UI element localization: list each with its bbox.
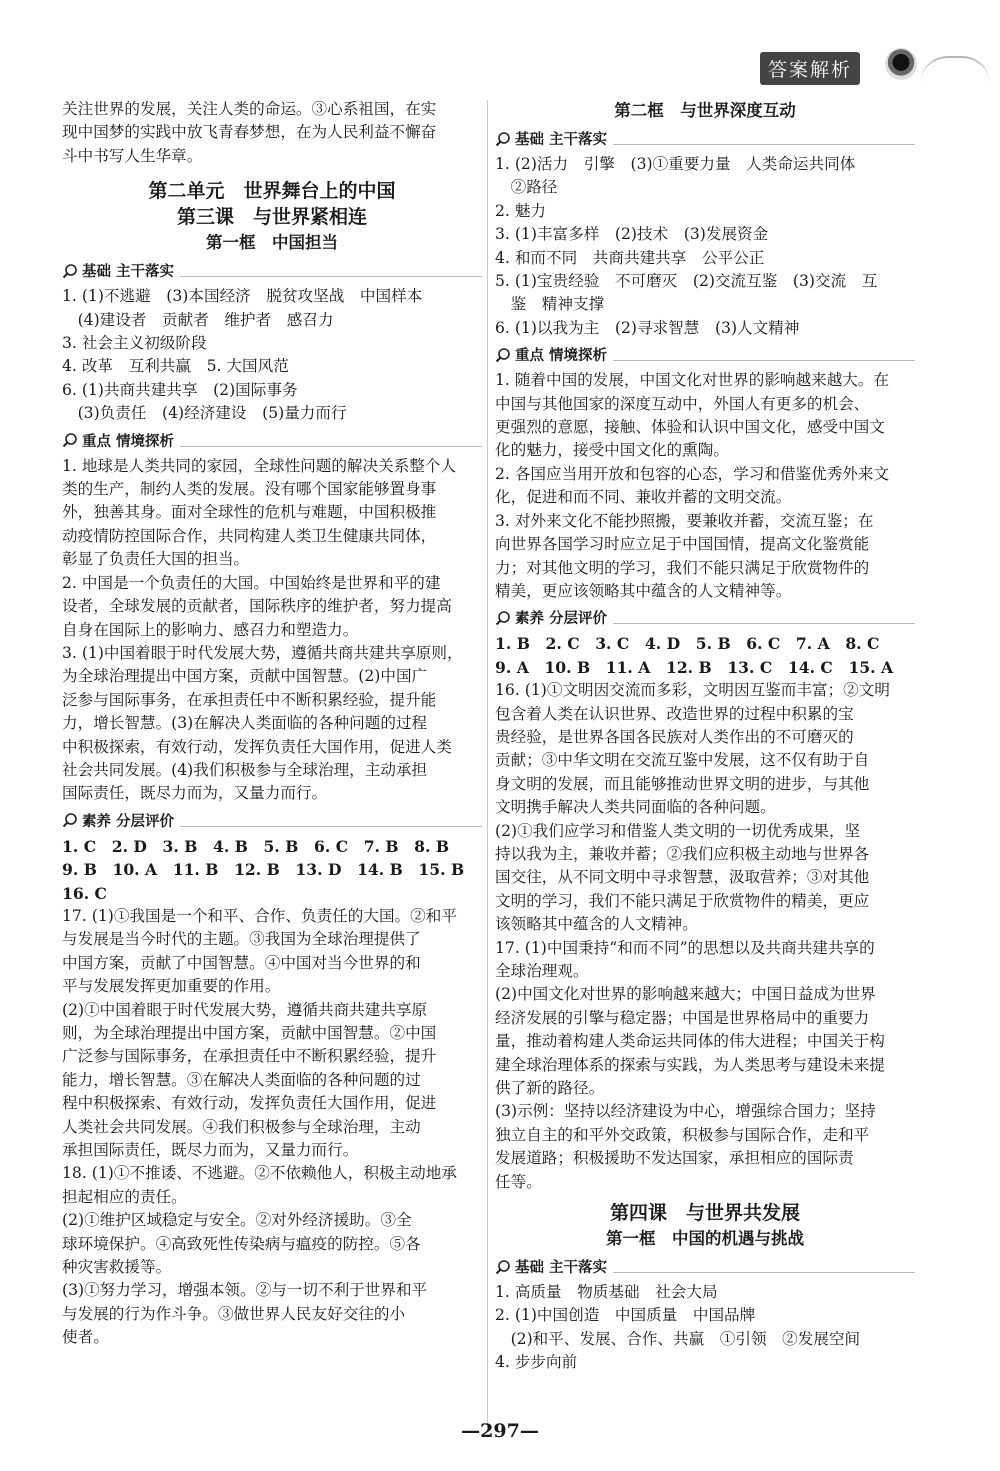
answer-line: 量，推动着构建人类命运共同体的伟大进程；中国关于构 — [495, 1032, 885, 1051]
intro-text — [62, 98, 482, 168]
section-rule — [180, 276, 482, 277]
answer-line: 1. 随着中国的发展，中国文化对世界的影响越来越大。在 — [495, 371, 890, 390]
answer-line: 化的魅力，接受中国文化的熏陶。 — [495, 441, 729, 460]
answer-line: 6. (1)共商共建共享 (2)国际事务 — [62, 380, 298, 399]
answer-line: 2. 各国应当用开放和包容的心态，学习和借鉴优秀外来文 — [495, 464, 890, 483]
answer-block — [495, 153, 915, 340]
text-line: 现中国梦的实践中放飞青春梦想，在为人民利益不懈奋 — [62, 123, 437, 142]
answer-line: 化，促进和而不同、兼收并蓄的文明交流。 — [495, 488, 792, 507]
answer-line: 18. (1)①不推诿、不逃避。②不依赖他人，积极主动地承 — [62, 1164, 457, 1183]
answer-line: 与发展是当今时代的主题。③我国为全球治理提供了 — [62, 930, 421, 949]
section-header-basic — [62, 258, 482, 283]
answer-line: 与发展的行为作斗争。③做世界人民友好交往的小 — [62, 1304, 406, 1323]
answer-line: (2)①维护区域稳定与安全。②对外经济援助。③全 — [62, 1211, 412, 1230]
choice-answers: 1. C 2. D 3. B 4. B 5. B 6. C 7. B 8. B — [62, 836, 450, 856]
choice-answers: 9. B 10. A 11. B 12. B 13. D 14. B 15. B — [62, 860, 465, 880]
answer-line: 经济发展的引擎与稳定器；中国是世界格局中的重要力 — [495, 1008, 870, 1027]
answer-line: 使者。 — [62, 1328, 109, 1347]
magnifier-icon — [62, 263, 78, 279]
answer-line: 17. (1)①我国是一个和平、合作、负责任的大国。②和平 — [62, 906, 457, 925]
answer-block — [62, 455, 482, 806]
answer-line: (4)建设者 贡献者 维护者 感召力 — [62, 310, 334, 329]
answer-line: 平与发展发挥更加重要的作用。 — [62, 977, 281, 996]
section-label: 素养 分层评价 — [515, 611, 608, 628]
section-rule — [613, 144, 915, 145]
answer-line: 更强烈的意愿，接触、体验和认识中国文化，感受中国文 — [495, 418, 885, 437]
answer-line: 17. (1)中国秉持“和而不同”的思想以及共商共建共享的 — [495, 938, 875, 957]
answer-line: 力，增长智慧。(3)在解决人类面临的各种问题的过程 — [62, 714, 428, 733]
magnifier-icon — [62, 432, 78, 448]
answer-line: 为全球治理提出中国方案，贡献中国智慧。(2)中国广 — [62, 667, 428, 686]
section-label: 基础 主干落实 — [515, 132, 608, 148]
section-rule — [180, 446, 482, 447]
answer-line: 2. (1)中国创造 中国质量 中国品牌 — [495, 1306, 756, 1325]
section-rule — [613, 1272, 915, 1273]
answer-line: 国际责任，既尽力而为，又量力而行。 — [62, 784, 328, 803]
answer-line: 独立自主的和平外交政策，积极参与国际合作，走和平 — [495, 1125, 870, 1144]
section-header-eval — [62, 808, 482, 833]
section-label: 重点 情境探析 — [82, 433, 175, 450]
answer-line: 3. (1)丰富多样 (2)技术 (3)发展资金 — [495, 225, 769, 244]
answer-block — [495, 632, 915, 1194]
answer-line: (3)负责任 (4)经济建设 (5)量力而行 — [62, 404, 347, 423]
answer-line: 发展道路；积极援助不发达国家，承担相应的国际责 — [495, 1149, 854, 1168]
wave-decoration — [920, 56, 990, 84]
answer-line: 类的生产，制约人类的发展。没有哪个国家能够置身事 — [62, 480, 437, 499]
answer-line: ②路径 — [495, 178, 558, 197]
answer-line: 1. 地球是人类共同的家园，全球性问题的解决关系整个人 — [62, 456, 457, 475]
answer-line: 社会共同发展。(4)我们积极参与全球治理，主动承担 — [62, 760, 428, 779]
answer-line: 精美，更应该领略其中蕴含的人文精神等。 — [495, 581, 792, 600]
magnifier-icon — [62, 812, 78, 828]
answer-line: (3)①努力学习，增强本领。②与一切不利于世界和平 — [62, 1281, 428, 1300]
answer-line: (2)①我们应学习和借鉴人类文明的一切优秀成果，坚 — [495, 821, 861, 840]
header-label: 答案解析 — [760, 52, 860, 85]
text-line: 关注世界的发展，关注人类的命运。③心系祖国，在实 — [62, 100, 437, 118]
section-rule — [180, 826, 482, 827]
answer-line: 全球治理观。 — [495, 962, 589, 980]
answer-line: 供了新的路径。 — [495, 1079, 605, 1098]
answer-line: 6. (1)以我为主 (2)寻求智慧 (3)人文精神 — [495, 318, 800, 337]
magnifier-icon — [495, 131, 511, 147]
answer-line: 4. 步步向前 — [495, 1353, 578, 1372]
answer-line: (2)中国文化对世界的影响越来越大；中国日益成为世界 — [495, 985, 876, 1004]
section-label: 素养 分层评价 — [82, 813, 175, 830]
answer-line: 球环境保护。④高致死性传染病与瘟疫的防控。⑤各 — [62, 1234, 421, 1253]
answer-line: 包含着人类在认识世界、改造世界的过程中积累的宝 — [495, 704, 854, 723]
answer-line: 设者，全球发展的贡献者，国际秩序的维护者，努力提高 — [62, 597, 452, 616]
answer-line: 中国方案，贡献了中国智慧。④中国对当今世界的和 — [62, 953, 421, 972]
answer-line: 程中积极探索、有效行动，发挥负责任大国作用，促进 — [62, 1094, 437, 1113]
answer-line: 5. (1)宝贵经验 不可磨灭 (2)交流互鉴 (3)交流 互 — [495, 272, 878, 291]
lesson-title: 第三课 与世界紧相连 — [176, 206, 367, 229]
header-badge — [760, 48, 985, 98]
choice-answers: 16. C — [62, 883, 107, 903]
answer-line: 贡献；③中华文明在交流互鉴中发展，这不仅有助于自 — [495, 751, 870, 770]
answer-line: 能力，增长智慧。③在解决人类面临的各种问题的过 — [62, 1070, 421, 1089]
page-number: —297— — [461, 1420, 539, 1442]
answer-line: 3. 社会主义初级阶段 — [62, 334, 207, 353]
answer-line: 4. 改革 互利共赢 5. 大国风范 — [62, 357, 289, 376]
answer-block — [62, 285, 482, 425]
frame-title: 第一框 中国的机遇与挑战 — [606, 1229, 804, 1249]
section-header-basic — [495, 126, 915, 151]
answer-block — [62, 835, 482, 1350]
section-header-basic — [495, 1254, 915, 1279]
magnifier-icon — [495, 610, 511, 626]
answer-line: 文明携手解决人类共同面临的各种问题。 — [495, 798, 776, 817]
answer-line: 泛参与国际事务，在承担责任中不断积累经验，提升能 — [62, 690, 437, 709]
answer-line: 该领略其中蕴含的人文精神。 — [495, 915, 698, 934]
left-column — [62, 98, 482, 1350]
answer-line: 则，为全球治理提出中国方案，贡献中国智慧。②中国 — [62, 1024, 437, 1042]
section-label: 基础 主干落实 — [515, 1260, 608, 1277]
lesson-title: 第四课 与世界共发展 — [609, 1202, 800, 1225]
answer-line: 贵经验，是世界各国各民族对人类作出的不可磨灭的 — [495, 727, 854, 746]
answer-line: 持以我为主，兼收并蓄；②我们应积极主动地与世界各 — [495, 844, 870, 863]
section-rule — [613, 623, 915, 624]
emblem-icon — [885, 48, 917, 80]
answer-line: 建全球治理体系的探索与实践，为人类思考与建设未来提 — [495, 1055, 885, 1074]
section-header-key — [495, 342, 915, 367]
section-header-key — [62, 428, 482, 453]
section-label: 重点 情境探析 — [515, 348, 608, 365]
answer-line: 担起相应的责任。 — [62, 1187, 187, 1206]
answer-line: 种灾害救援等。 — [62, 1258, 172, 1277]
answer-line: 中积极探索，有效行动，发挥负责任大国作用，促进人类 — [62, 737, 452, 756]
answer-line: 1. (2)活力 引擎 (3)①重要力量 人类命运共同体 — [495, 155, 856, 173]
answer-line: 外，独善其身。面对全球性的危机与难题，中国积极推 — [62, 503, 437, 522]
answer-line: 自身在国际上的影响力、感召力和塑造力。 — [62, 620, 359, 639]
answer-line: 任等。 — [495, 1172, 542, 1191]
answer-line: 1. 高质量 物质基础 社会大局 — [495, 1283, 718, 1302]
choice-answers: 9. A 10. B 11. A 12. B 13. C 14. C 15. A — [495, 657, 894, 677]
answer-line: 承担国际责任，既尽力而为，又量力而行。 — [62, 1141, 359, 1160]
answer-line: 16. (1)①文明因交流而多彩，文明因互鉴而丰富；②文明 — [495, 681, 890, 700]
section-label: 基础 主干落实 — [82, 264, 175, 281]
answer-line: 3. (1)中国着眼于时代发展大势，遵循共商共建共享原则， — [62, 643, 463, 662]
right-column — [495, 98, 915, 1375]
magnifier-icon — [495, 347, 511, 363]
answer-line: 2. 魅力 — [495, 201, 547, 220]
answer-block — [495, 1281, 915, 1375]
answer-line: 1. (1)不逃避 (3)本国经济 脱贫攻坚战 中国样本 — [62, 287, 423, 306]
answer-line: 广泛参与国际事务，在承担责任中不断积累经验，提升 — [62, 1047, 437, 1066]
frame-title: 第一框 中国担当 — [206, 233, 338, 253]
section-rule — [613, 360, 915, 361]
answer-line: 2. 中国是一个负责任的大国。中国始终是世界和平的建 — [62, 573, 441, 592]
answer-line: 身文明的发展，而且能够推动世界文明的进步，与其他 — [495, 774, 870, 793]
answer-line: 彰显了负责任大国的担当。 — [62, 550, 250, 569]
frame-title: 第二框 与世界深度互动 — [614, 101, 796, 120]
answer-line: 中国与其他国家的深度互动中，外国人有更多的机会、 — [495, 394, 870, 413]
column-divider — [487, 100, 488, 1430]
answer-line: 向世界各国学习时应立足于中国国情，提高文化鉴赏能 — [495, 535, 870, 554]
text-line: 斗中书写人生华章。 — [62, 146, 203, 165]
answer-line: 4. 和而不同 共商共建共享 公平公正 — [495, 248, 765, 267]
magnifier-icon — [495, 1259, 511, 1275]
answer-line: 人类社会共同发展。④我们积极参与全球治理，主动 — [62, 1117, 421, 1136]
answer-line: (3)示例：坚持以经济建设为中心，增强综合国力；坚持 — [495, 1102, 876, 1121]
choice-answers: 1. B 2. C 3. C 4. D 5. B 6. C 7. A 8. C — [495, 634, 880, 654]
answer-line: (2)和平、发展、合作、共赢 ①引领 ②发展空间 — [495, 1329, 861, 1348]
answer-line: 文明的学习，我们不能只满足于欣赏物件的精美，更应 — [495, 891, 870, 910]
answer-line: 国交往，从不同文明中寻求智慧，汲取营养；③对其他 — [495, 868, 870, 887]
answer-line: (2)①中国着眼于时代发展大势，遵循共商共建共享原 — [62, 1000, 428, 1019]
section-header-eval — [495, 605, 915, 630]
answer-line: 力；对其他文明的学习，我们不能只满足于欣赏物件的 — [495, 558, 870, 577]
answer-line: 3. 对外来文化不能抄照搬，要兼收并蓄，交流互鉴；在 — [495, 511, 874, 530]
answer-line: 动疫情防控国际合作，共同构建人类卫生健康共同体， — [62, 526, 437, 545]
unit-title: 第二单元 世界舞台上的中国 — [148, 180, 396, 203]
answer-line: 鉴 精神支撑 — [495, 295, 605, 314]
answer-block — [495, 369, 915, 603]
